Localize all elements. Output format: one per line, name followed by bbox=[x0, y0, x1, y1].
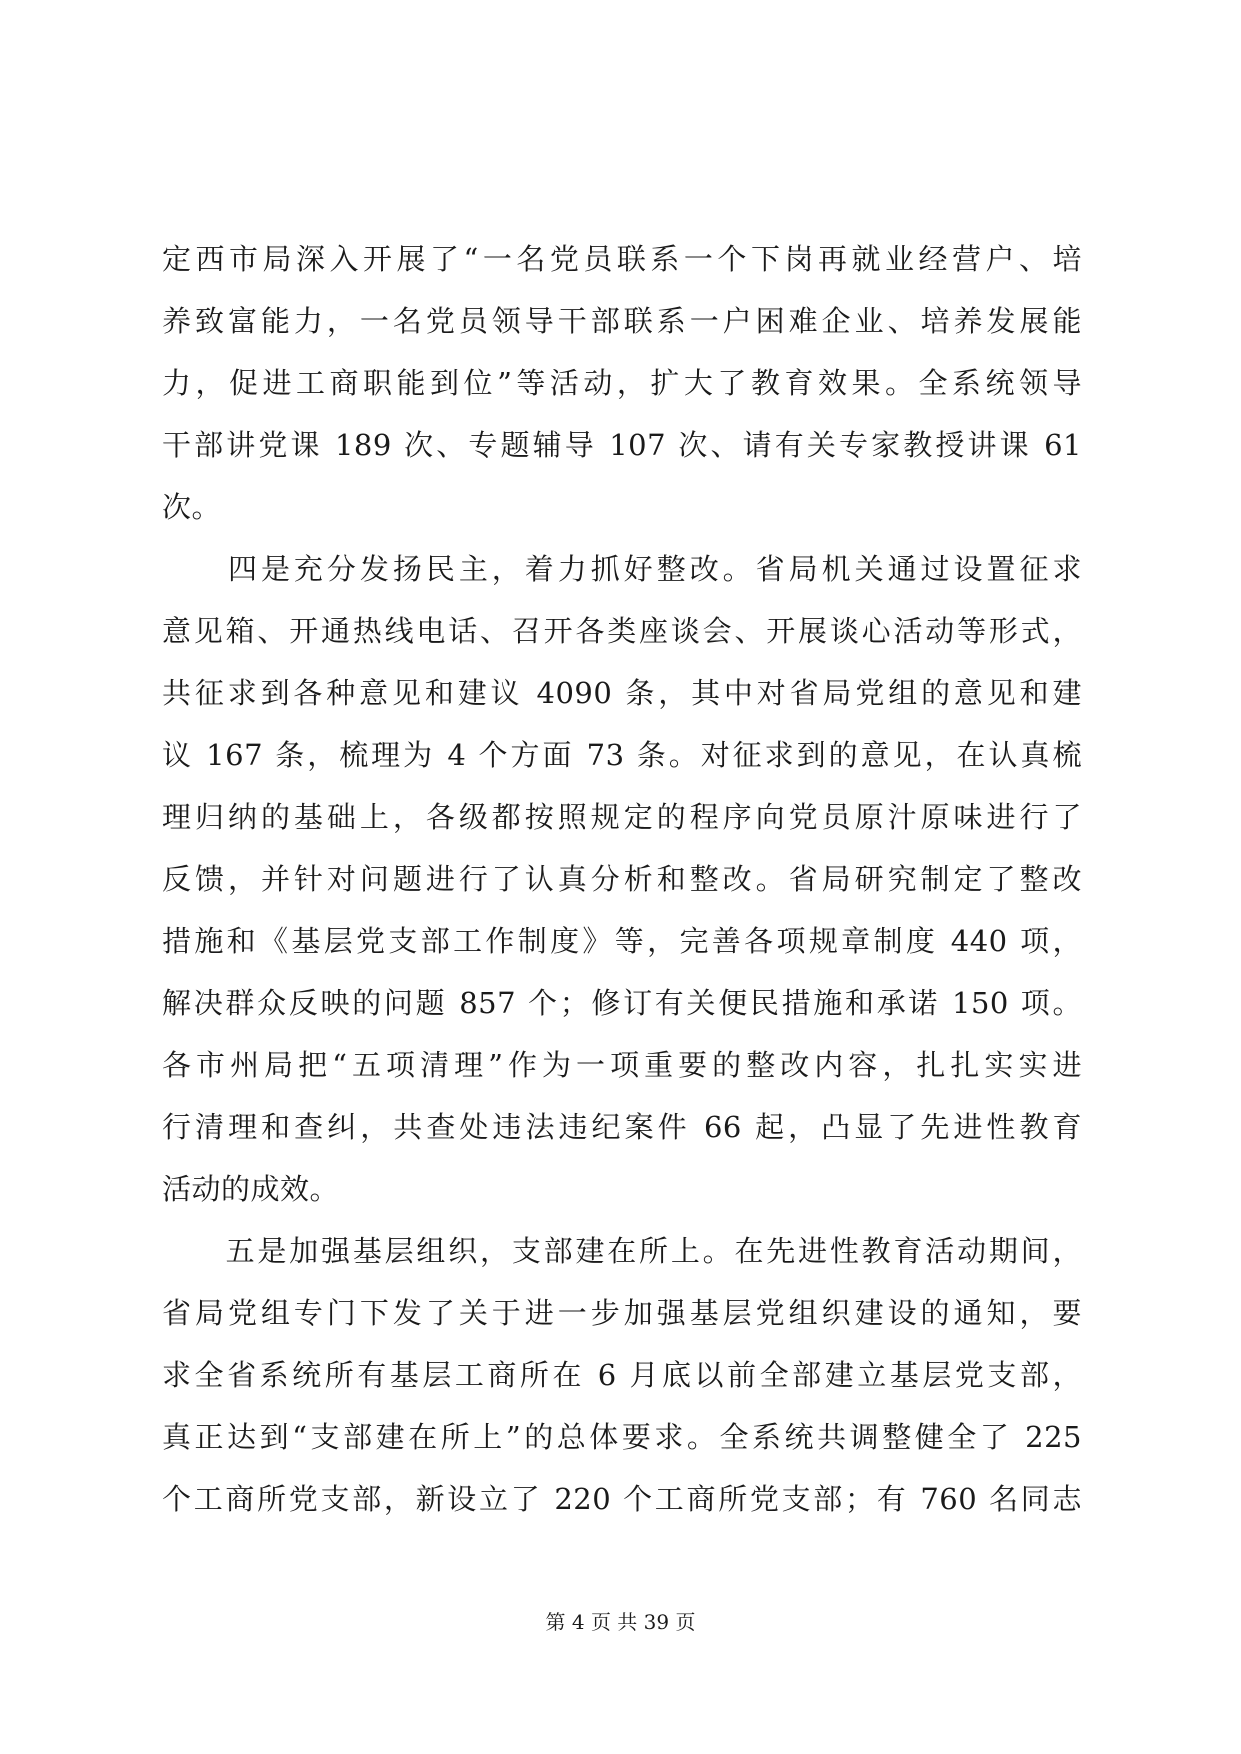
text-line: 养致富能力，一名党员领导干部联系一户困难企业、培养发展能 bbox=[162, 304, 1082, 338]
text-line: 各市州局把“五项清理”作为一项重要的整改内容，扎扎实实进 bbox=[162, 1048, 1082, 1082]
text-line: 力，促进工商职能到位”等活动，扩大了教育效果。全系统领导 bbox=[162, 366, 1082, 400]
page-number-footer: 第 4 页 共 39 页 bbox=[545, 1610, 696, 1634]
text-line: 个工商所党支部，新设立了 220 个工商所党支部；有 760 名同志 bbox=[162, 1482, 1082, 1516]
text-line: 理归纳的基础上，各级都按照规定的程序向党员原汁原味进行了 bbox=[162, 800, 1082, 834]
text-line: 次。 bbox=[162, 490, 222, 524]
text-line: 五是加强基层组织，支部建在所上。在先进性教育活动期间， bbox=[162, 1234, 1082, 1268]
text-line: 反馈，并针对问题进行了认真分析和整改。省局研究制定了整改 bbox=[162, 862, 1082, 896]
text-line: 定西市局深入开展了“一名党员联系一个下岗再就业经营户、培 bbox=[162, 242, 1082, 276]
text-line: 求全省系统所有基层工商所在 6 月底以前全部建立基层党支部， bbox=[162, 1358, 1082, 1392]
text-line: 四是充分发扬民主，着力抓好整改。省局机关通过设置征求 bbox=[162, 552, 1082, 586]
text-line: 行清理和查纠，共查处违法违纪案件 66 起，凸显了先进性教育 bbox=[162, 1110, 1082, 1144]
document-body bbox=[162, 228, 1082, 1530]
text-line: 措施和《基层党支部工作制度》等，完善各项规章制度 440 项， bbox=[162, 924, 1082, 958]
text-line: 真正达到“支部建在所上”的总体要求。全系统共调整健全了 225 bbox=[162, 1420, 1082, 1454]
text-line: 共征求到各种意见和建议 4090 条，其中对省局党组的意见和建 bbox=[162, 676, 1082, 710]
text-line: 活动的成效。 bbox=[162, 1172, 340, 1206]
text-line: 干部讲党课 189 次、专题辅导 107 次、请有关专家教授讲课 61 bbox=[162, 428, 1082, 462]
text-line: 议 167 条，梳理为 4 个方面 73 条。对征求到的意见，在认真梳 bbox=[162, 738, 1082, 772]
text-line: 意见箱、开通热线电话、召开各类座谈会、开展谈心活动等形式， bbox=[162, 614, 1082, 648]
text-line: 解决群众反映的问题 857 个；修订有关便民措施和承诺 150 项。 bbox=[162, 986, 1082, 1020]
text-line: 省局党组专门下发了关于进一步加强基层党组织建设的通知，要 bbox=[162, 1296, 1082, 1330]
